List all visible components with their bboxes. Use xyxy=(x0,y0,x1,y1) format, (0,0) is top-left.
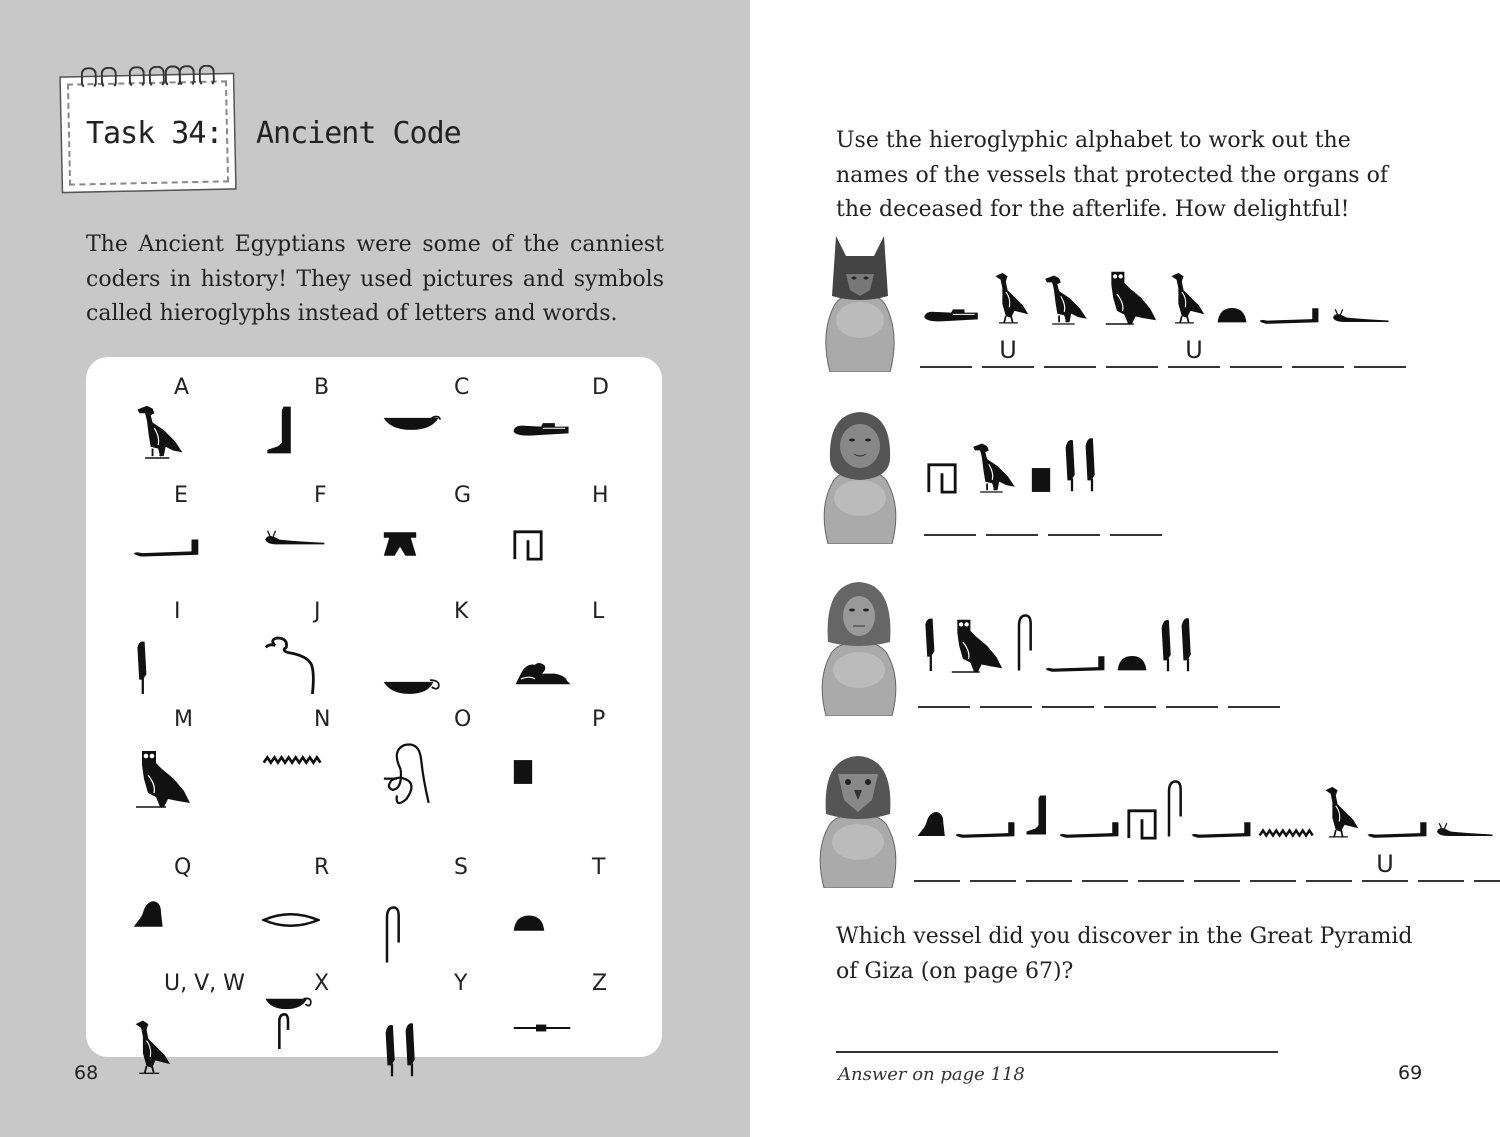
alphabet-letter: E xyxy=(174,483,188,508)
spiral-ring-icon xyxy=(81,67,97,89)
horned-viper-hieroglyph-icon xyxy=(1434,820,1494,840)
alphabet-letter: X xyxy=(314,971,330,996)
letter-blank[interactable] xyxy=(986,534,1038,536)
alphabet-letter: P xyxy=(592,707,606,732)
owl-hieroglyph-icon xyxy=(1102,266,1158,326)
bread-hieroglyph-icon xyxy=(1116,654,1148,674)
alphabet-letter: Z xyxy=(592,971,608,996)
alphabet-letter: A xyxy=(174,375,190,400)
alphabet-letter: Q xyxy=(174,855,192,880)
alphabet-letter: G xyxy=(454,483,472,508)
alphabet-letter: I xyxy=(174,599,181,624)
spiral-ring-icon xyxy=(101,67,117,89)
letter-blank[interactable] xyxy=(1354,366,1406,368)
letter-blank[interactable] xyxy=(914,880,960,882)
letter-blank[interactable] xyxy=(1474,880,1500,882)
letter-blank[interactable] xyxy=(1026,880,1072,882)
double-reed-hieroglyph-icon xyxy=(1062,434,1102,494)
reed-hieroglyph-icon xyxy=(920,614,938,674)
alphabet-letter: N xyxy=(314,707,331,732)
alphabet-letter: O xyxy=(454,707,472,732)
quail-chick-hieroglyph-icon xyxy=(1168,268,1206,326)
letter-blank[interactable] xyxy=(1104,706,1156,708)
hieroglyph-alphabet-card xyxy=(86,357,662,1057)
double-reed-hieroglyph-icon xyxy=(382,1017,422,1081)
letter-blank[interactable] xyxy=(1110,534,1162,536)
letter-blank[interactable] xyxy=(1230,366,1282,368)
water-hieroglyph-icon xyxy=(1258,826,1316,840)
alphabet-letter: R xyxy=(314,855,330,880)
hand-hieroglyph-icon xyxy=(922,306,982,326)
letter-blank[interactable] xyxy=(970,880,1016,882)
instructions-paragraph: Use the hieroglyphic alphabet to work out the names of the vessels that protected the organs of the deceased for the afterlife. How delightful! xyxy=(836,128,1388,222)
bread-hieroglyph-icon xyxy=(512,913,546,935)
folded-cloth-hieroglyph-icon xyxy=(382,903,402,967)
letter-blank[interactable] xyxy=(1228,706,1280,708)
vulture-hieroglyph-icon xyxy=(1040,270,1092,326)
letter-blank[interactable] xyxy=(1082,880,1128,882)
double-reed-hieroglyph-icon xyxy=(1158,614,1198,674)
question-paragraph: Which vessel did you discover in the Great Pyramid of Giza (on page 67)? xyxy=(836,924,1413,984)
arm-hieroglyph-icon xyxy=(1190,820,1252,840)
vulture-hieroglyph-icon xyxy=(968,438,1020,494)
arm-hieroglyph-icon xyxy=(954,820,1016,840)
horned-viper-hieroglyph-icon xyxy=(262,527,326,549)
human-jar-icon xyxy=(820,580,898,716)
quail-chick-hieroglyph-icon xyxy=(992,268,1030,326)
basket-handle-hieroglyph-icon xyxy=(382,675,442,699)
owl-hieroglyph-icon xyxy=(948,614,1004,674)
water-hieroglyph-icon xyxy=(262,753,324,767)
alphabet-letter: S xyxy=(454,855,468,880)
alphabet-letter: B xyxy=(314,375,330,400)
reed-hieroglyph-icon xyxy=(132,635,150,699)
task-title: Ancient Code xyxy=(256,116,461,151)
spiral-ring-icon xyxy=(149,66,165,88)
letter-hint: U xyxy=(999,336,1017,364)
right-page xyxy=(750,0,1500,1137)
alphabet-letter: Y xyxy=(454,971,468,996)
folded-cloth-hieroglyph-icon xyxy=(1014,612,1034,674)
alphabet-letter: J xyxy=(314,599,321,624)
courtyard-hieroglyph-icon xyxy=(1126,808,1158,840)
baboon-jar-icon xyxy=(822,410,898,544)
folded-cloth-hieroglyph-icon xyxy=(1164,778,1184,840)
letter-blank[interactable] xyxy=(1044,366,1096,368)
letter-blank[interactable] xyxy=(1106,366,1158,368)
answer-input-line[interactable] xyxy=(836,1051,1278,1053)
page-number-left: 68 xyxy=(74,1062,99,1084)
letter-blank[interactable] xyxy=(982,366,1034,368)
arm-hieroglyph-icon xyxy=(1044,654,1106,674)
spiral-ring-icon xyxy=(129,66,145,88)
alphabet-letter: K xyxy=(454,599,469,624)
alphabet-letter: D xyxy=(592,375,609,400)
letter-blank[interactable] xyxy=(1362,880,1408,882)
spiral-ring-icon xyxy=(199,65,215,87)
page-number-right: 69 xyxy=(1398,1062,1423,1084)
letter-blank[interactable] xyxy=(1168,366,1220,368)
lion-hieroglyph-icon xyxy=(512,655,574,687)
jar-stand-hieroglyph-icon xyxy=(382,529,418,559)
arm-hieroglyph-icon xyxy=(1366,820,1428,840)
arm-hieroglyph-icon xyxy=(1058,820,1120,840)
task-number: Task 34: xyxy=(86,116,223,151)
arm-hieroglyph-icon xyxy=(132,537,200,559)
letter-blank[interactable] xyxy=(1048,534,1100,536)
letter-blank[interactable] xyxy=(1194,880,1240,882)
hill-hieroglyph-icon xyxy=(916,808,948,840)
letter-blank[interactable] xyxy=(1166,706,1218,708)
letter-blank[interactable] xyxy=(1138,880,1184,882)
hand-hieroglyph-icon xyxy=(512,419,572,441)
horned-viper-hieroglyph-icon xyxy=(1330,306,1390,326)
stool-hieroglyph-icon xyxy=(512,757,534,787)
alphabet-letter: H xyxy=(592,483,609,508)
alphabet-letter: M xyxy=(174,707,193,732)
answer-reference: Answer on page 118 xyxy=(838,1064,1025,1085)
alphabet-letter: F xyxy=(314,483,327,508)
basket-cloth-hieroglyph-icon xyxy=(262,993,314,1053)
bread-hieroglyph-icon xyxy=(1216,306,1248,326)
letter-blank[interactable] xyxy=(1042,706,1094,708)
owl-hieroglyph-icon xyxy=(132,745,192,809)
alphabet-letter: U, V, W xyxy=(164,971,245,996)
intro-paragraph: The Ancient Egyptians were some of the canniest coders in history! They used pictures and symbols called hieroglyphs instead of letters and words. xyxy=(86,232,664,326)
quail-chick-hieroglyph-icon xyxy=(132,1015,172,1077)
letter-hint: U xyxy=(1185,336,1203,364)
spiral-ring-icon xyxy=(179,65,195,87)
foot-hieroglyph-icon xyxy=(262,401,298,459)
letter-blank[interactable] xyxy=(1418,880,1464,882)
letter-blank[interactable] xyxy=(918,706,970,708)
courtyard-hieroglyph-icon xyxy=(512,529,544,561)
letter-hint: U xyxy=(1376,850,1394,878)
letter-blank[interactable] xyxy=(924,534,976,536)
door-bolt-hieroglyph-icon xyxy=(512,1021,572,1035)
alphabet-letter: T xyxy=(592,855,606,880)
letter-blank[interactable] xyxy=(1250,880,1296,882)
letter-blank[interactable] xyxy=(920,366,972,368)
letter-blank[interactable] xyxy=(1292,366,1344,368)
alphabet-letter: C xyxy=(454,375,470,400)
cobra-hieroglyph-icon xyxy=(262,635,318,697)
jackal-jar-icon xyxy=(824,234,896,372)
alphabet-letter: L xyxy=(592,599,605,624)
courtyard-hieroglyph-icon xyxy=(926,462,958,494)
falcon-jar-icon xyxy=(818,754,898,888)
rope-hieroglyph-icon xyxy=(382,739,438,809)
letter-blank[interactable] xyxy=(1306,880,1352,882)
quail-chick-hieroglyph-icon xyxy=(1322,782,1360,840)
foot-hieroglyph-icon xyxy=(1022,790,1052,840)
stool-hieroglyph-icon xyxy=(1030,466,1052,494)
basket-hieroglyph-icon xyxy=(382,411,442,435)
hill-hieroglyph-icon xyxy=(132,897,166,931)
vulture-hieroglyph-icon xyxy=(132,399,188,461)
letter-blank[interactable] xyxy=(980,706,1032,708)
mouth-hieroglyph-icon xyxy=(262,909,320,931)
arm-hieroglyph-icon xyxy=(1258,306,1320,326)
